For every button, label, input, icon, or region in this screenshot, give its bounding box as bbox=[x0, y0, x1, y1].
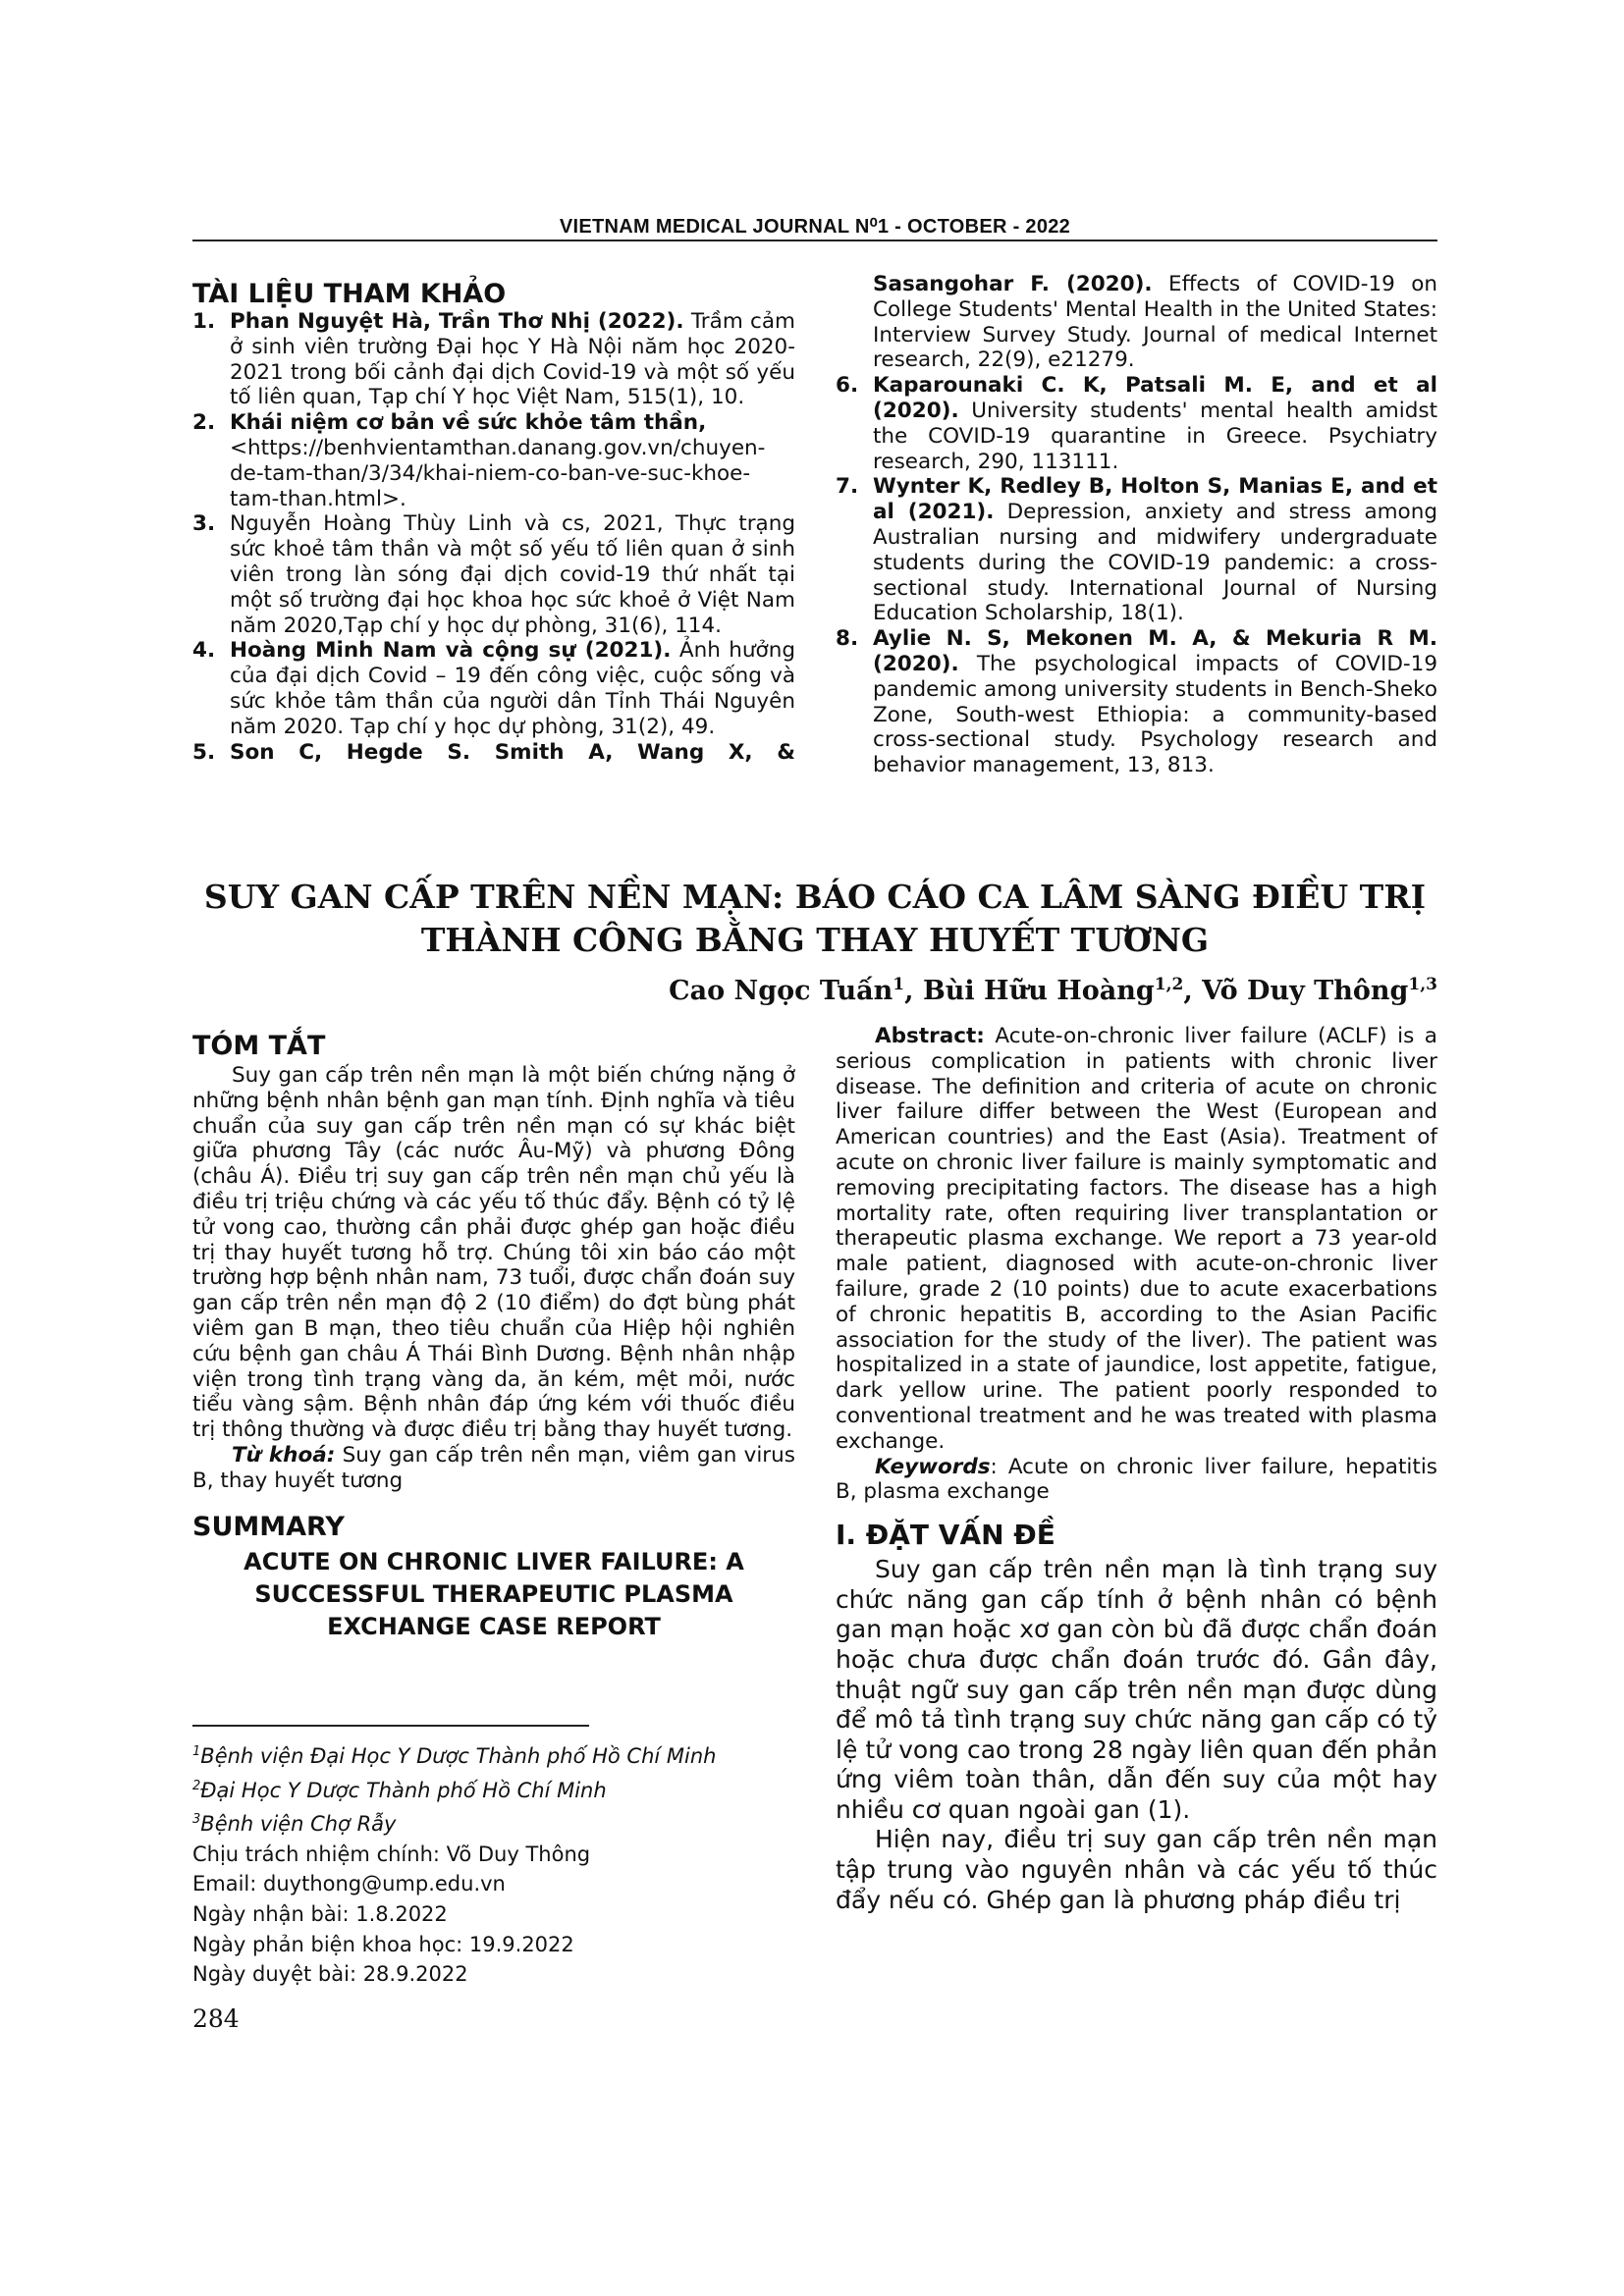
reference-body bbox=[230, 740, 795, 766]
references-right bbox=[836, 272, 1437, 778]
footnotes bbox=[192, 1737, 795, 1990]
keywords-text: Suy gan cấp trên nền mạn, viêm gan virus B, thay huyết tương bbox=[192, 1442, 795, 1493]
date-received: Ngày nhận bài: 1.8.2022 bbox=[192, 1901, 448, 1926]
tom-tat-body: Suy gan cấp trên nền mạn là một biến chứng nặng ở những bệnh nhân bệnh gan mạn tính. Định nghĩa và tiêu chuẩn của suy gan cấp trên nền mạn có sự khác biệt giữa phương Tây (các nước Âu-Mỹ) và phương Đông (châu Á). Điều trị suy gan cấp trên nền mạn chủ yếu là điều trị triệu chứng và các yếu tố thúc đẩy. Bệnh có tỷ lệ tử vong cao, thường cần phải được ghép gan hoặc điều trị thay huyết tương hỗ trợ. Chúng tôi xin báo cáo một trường hợp bệnh nhân nam, 73 tuổi, được chẩn đoán suy gan cấp trên nền mạn độ 2 (10 điểm) do đợt bùng phát viêm gan B mạn, theo tiêu chuẩn của Hiệp hội nghiên cứu bệnh gan châu Á Thái Bình Dương. Bệnh nhân nhập viện trong tình trạng vàng da, ăn kém, mệt mỏi, nước tiểu vàng sậm. Bệnh nhân đáp ứng kém với thuốc điều trị thông thường và được điều trị bằng thay huyết tương. bbox=[192, 1063, 795, 1443]
author-name: Võ Duy Thông bbox=[1202, 976, 1409, 1006]
article-title-line: THÀNH CÔNG BẰNG THAY HUYẾT TƯƠNG bbox=[420, 921, 1210, 959]
reference-text: Ảnh hưởng của đại dịch Covid – 19 đến công việc, cuộc sống và sức khỏe tâm thần của người dân Tỉnh Thái Nguyên năm 2020. Tạp chí y học dự phòng, 31(2), 49. bbox=[230, 638, 795, 739]
reference-item bbox=[192, 740, 795, 766]
author-affiliation-sup: 1,3 bbox=[1408, 975, 1437, 994]
affiliation-sup: 1 bbox=[192, 1744, 201, 1759]
affiliation-2 bbox=[192, 1772, 795, 1806]
affiliation-sup: 2 bbox=[192, 1778, 201, 1793]
keywords-label: Từ khoá: bbox=[232, 1442, 336, 1468]
reference-item bbox=[836, 474, 1437, 626]
header-rule bbox=[192, 240, 1437, 241]
reference-text: Trầm cảm ở sinh viên trường Đại học Y Hà Nội năm học 2020-2021 trong bối cảnh đại dịch Covid-19 và một số yếu tố liên quan, Tạp chí Y học Việt Nam, 515(1), 10. bbox=[230, 309, 795, 410]
reference-item bbox=[192, 309, 795, 410]
reference-authors: Phan Nguyệt Hà, Trần Thơ Nhị (2022). bbox=[230, 309, 684, 334]
author-name: Bùi Hữu Hoàng bbox=[922, 976, 1155, 1006]
affiliation-text: Đại Học Y Dược Thành phố Hồ Chí Minh bbox=[200, 1778, 607, 1802]
references-title: TÀI LIỆU THAM KHẢO bbox=[192, 279, 507, 309]
tom-tat-title: TÓM TẮT bbox=[192, 1031, 326, 1061]
keywords-label: Keywords bbox=[875, 1454, 991, 1479]
abstract-label: Abstract: bbox=[875, 1024, 985, 1048]
summary-title-line: EXCHANGE CASE REPORT bbox=[327, 1612, 661, 1640]
reference-number: 3. bbox=[192, 511, 216, 537]
reference-body bbox=[230, 511, 795, 638]
references-left bbox=[192, 279, 795, 765]
footnote-rule bbox=[192, 1725, 589, 1727]
intro-paragraph: Hiện nay, điều trị suy gan cấp trên nền mạn tập trung vào nguyên nhân và các yếu tố thúc đẩy nếu có. Ghép gan là phương pháp điều trị bbox=[836, 1825, 1437, 1914]
reference-number: 8. bbox=[836, 626, 859, 652]
reference-number: 5. bbox=[192, 739, 216, 765]
reference-authors: Son C, Hegde S. Smith A, Wang X, & bbox=[230, 739, 795, 765]
affiliation-3 bbox=[192, 1805, 795, 1840]
summary-title: SUMMARY bbox=[192, 1511, 345, 1542]
reference-text: Effects of COVID-19 on College Students' Mental Health in the United States: Interview Survey Study. Journal of medical Internet research, 22(9), e21279. bbox=[873, 272, 1437, 373]
reference-body bbox=[873, 272, 1437, 373]
affiliation-text: Bệnh viện Đại Học Y Dược Thành phố Hồ Chí Minh bbox=[200, 1744, 717, 1768]
reference-number bbox=[836, 272, 873, 373]
reference-authors: Aylie N. S, Mekonen M. A, & Mekuria R M. (2020). bbox=[873, 626, 1437, 676]
author-affiliation-sup: 1 bbox=[893, 975, 905, 994]
reference-authors: Wynter K, Redley B, Holton S, Manias E, and et al (2021). bbox=[873, 474, 1437, 525]
intro-title: I. ĐẶT VẤN ĐỀ bbox=[836, 1519, 1056, 1552]
reference-item bbox=[192, 511, 795, 638]
reference-body bbox=[873, 373, 1437, 474]
reference-number: 2. bbox=[192, 410, 216, 436]
reference-text: Nguyễn Hoàng Thùy Linh và cs, 2021, Thực trạng sức khoẻ tâm thần và một số yếu tố liên quan ở sinh viên trong làn sóng đại dịch covid-19 thứ nhất tại một số trường đại học khoa học sức khoẻ ở Việt Nam năm 2020,Tạp chí y học dự phòng, 31(6), 114. bbox=[230, 511, 795, 638]
reference-number: 4. bbox=[192, 638, 216, 664]
author-affiliation-sup: 1,2 bbox=[1154, 975, 1184, 994]
reference-number: 6. bbox=[836, 373, 859, 399]
reference-number: 1. bbox=[192, 309, 216, 334]
left-column bbox=[192, 1031, 795, 1643]
reference-authors: Hoàng Minh Nam và cộng sự (2021). bbox=[230, 638, 672, 664]
keywords-text: : Acute on chronic liver failure, hepatitis B, plasma exchange bbox=[836, 1454, 1437, 1505]
reference-body bbox=[230, 309, 795, 410]
reference-item bbox=[836, 272, 1437, 373]
article-title bbox=[192, 876, 1437, 962]
author-list: Cao Ngọc Tuấn$^1$, Bùi Hữu Hoàng$^{1,2}$, Võ Duy Thông$^{1,3}$ bbox=[669, 975, 1437, 1006]
journal-header: VIETNAM MEDICAL JOURNAL N⁰1 - OCTOBER - 2022 bbox=[559, 216, 1071, 238]
affiliation-text: Bệnh viện Chợ Rẫy bbox=[200, 1812, 397, 1837]
reference-text: University students' mental health amidst the COVID-19 quarantine in Greece. Psychiatry research, 290, 113111. bbox=[873, 398, 1437, 474]
abstract-body bbox=[836, 1024, 1437, 1455]
reference-item bbox=[836, 373, 1437, 474]
summary-english-title bbox=[192, 1546, 795, 1643]
author-name: Cao Ngọc Tuấn bbox=[669, 976, 893, 1006]
date-reviewed: Ngày phản biện khoa học: 19.9.2022 bbox=[192, 1932, 574, 1956]
reference-authors: Sasangohar F. (2020). bbox=[873, 272, 1153, 296]
reference-body bbox=[873, 626, 1437, 778]
reference-body bbox=[873, 474, 1437, 626]
reference-item bbox=[192, 638, 795, 739]
tom-tat-keywords bbox=[192, 1443, 795, 1494]
reference-authors: Kaparounaki C. K, Patsali M. E, and et al (2020). bbox=[873, 373, 1437, 423]
reference-authors: Khái niệm cơ bản về sức khỏe tâm thần, bbox=[230, 410, 707, 436]
affiliation-sup: 3 bbox=[192, 1812, 201, 1828]
reference-item bbox=[836, 626, 1437, 778]
abstract-keywords bbox=[836, 1455, 1437, 1506]
reference-body bbox=[230, 638, 795, 739]
page-number: 284 bbox=[192, 2004, 240, 2033]
date-accepted: Ngày duyệt bài: 28.9.2022 bbox=[192, 1962, 468, 1987]
summary-title-line: SUCCESSFUL THERAPEUTIC PLASMA bbox=[254, 1579, 733, 1608]
reference-item bbox=[192, 410, 795, 511]
reference-body bbox=[230, 410, 795, 511]
reference-url-link[interactable]: <https://benhvientamthan.danang.gov.vn/chuyen-de-tam-than/3/34/khai-niem-co-ban-ve-suc-khoe-tam-than.html>. bbox=[230, 435, 766, 511]
reference-number: 7. bbox=[836, 474, 859, 500]
article-title-line: SUY GAN CẤP TRÊN NỀN MẠN: BÁO CÁO CA LÂM SÀNG ĐIỀU TRỊ bbox=[203, 878, 1427, 916]
summary-title-line: ACUTE ON CHRONIC LIVER FAILURE: A bbox=[244, 1547, 744, 1575]
reference-text: The psychological impacts of COVID-19 pandemic among university students in Bench-Sheko Zone, South-west Ethiopia: a community-based cross-sectional study. Psychology research and behavior management, 13, 813. bbox=[873, 651, 1437, 778]
abstract-text: Acute-on-chronic liver failure (ACLF) is a serious complication in patients with chronic liver disease. The definition and criteria of acute on chronic liver failure differ between the West (European and American countries) and the East (Asia). Treatment of acute on chronic liver failure is mainly symptomatic and removing precipitating factors. The disease has a high mortality rate, often requiring liver transplantation or therapeutic plasma exchange. We report a 73 year-old male patient, diagnosed with acute-on-chronic liver failure, grade 2 (10 points) due to acute exacerbations of chronic hepatitis B, according to the Asian Pacific association for the study of the liver). The patient was hospitalized in a state of jaundice, lost appetite, fatigue, dark yellow urine. The patient poorly responded to conventional treatment and he was treated with plasma exchange. bbox=[836, 1024, 1437, 1454]
corresponding-author: Chịu trách nhiệm chính: Võ Duy Thông bbox=[192, 1842, 591, 1866]
intro-paragraph: Suy gan cấp trên nền mạn là tình trạng suy chức năng gan cấp tính ở bệnh nhân có bệnh gan mạn hoặc xơ gan còn bù đã được chẩn đoán hoặc chưa được chẩn đoán trước đó. Gần đây, thuật ngữ suy gan cấp trên nền mạn được dùng để mô tả tình trạng suy chức năng gan cấp có tỷ lệ tử vong cao trong 28 ngày liên quan đến phản ứng viêm toàn thân, dẫn đến suy của một hay nhiều cơ quan ngoài gan (1). bbox=[836, 1555, 1437, 1824]
right-column bbox=[836, 1024, 1437, 1915]
affiliation-1 bbox=[192, 1737, 795, 1772]
corresponding-email[interactable]: Email: duythong@ump.edu.vn bbox=[192, 1872, 506, 1896]
references-list-left bbox=[192, 309, 795, 765]
reference-text: Depression, anxiety and stress among Australian nursing and midwifery undergraduate students during the COVID-19 pandemic: a cross-sectional study. International Journal of Nursing Education Scholarship, 18(1). bbox=[873, 500, 1437, 626]
